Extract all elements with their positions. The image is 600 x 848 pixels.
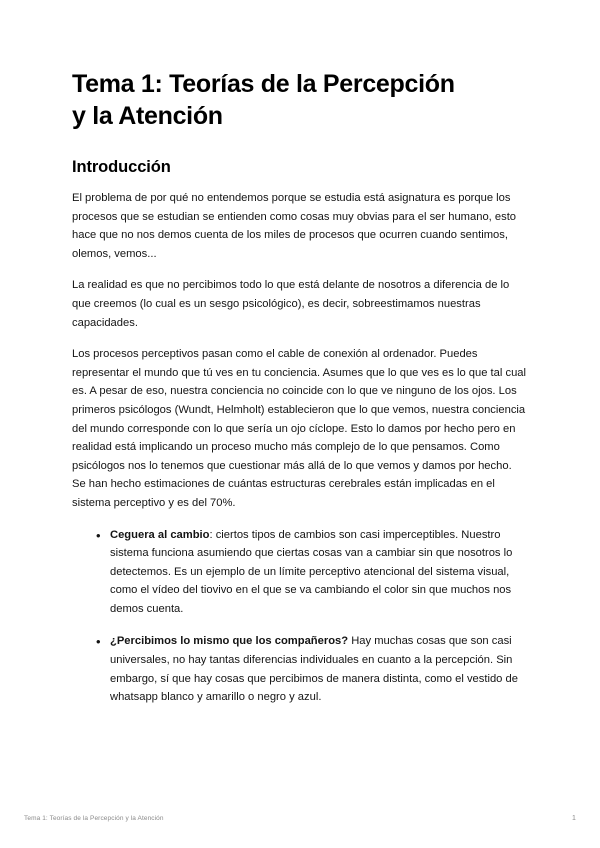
- list-item: [96, 632, 528, 706]
- list-item-lead: Ceguera al cambio: [110, 528, 210, 541]
- section-heading-introduccion: Introducción: [72, 158, 171, 176]
- paragraph-1: El problema de por qué no entendemos porque se estudia está asignatura es porque los procesos que se estudian se entienden como cosas muy obvias para el ser humano, esto hace que no nos demos cuenta de los miles de procesos que ocurren cuando sentimos, olemos, vemos...: [72, 192, 517, 260]
- list-item-text: : ciertos tipos de cambios son casi imperceptibles. Nuestro sistema funciona asumiendo que ciertas cosas van a cambiar sin que nosotros lo detectemos. Es un ejemplo de un límite perceptivo atencional del sistema visual, como el vídeo del tiovivo en el que se va cambiando el color sin que muchos nos demos cuenta.: [110, 528, 513, 615]
- footer-title: Tema 1: Teorías de la Percepción y la Atención: [24, 815, 164, 822]
- bullet-list: [72, 526, 528, 707]
- list-item-lead: ¿Percibimos lo mismo que los compañeros?: [110, 635, 349, 648]
- paragraph-3: Los procesos perceptivos pasan como el cable de conexión al ordenador. Puedes representar el mundo que tú ves en tu conciencia. Asumes que lo que ves es lo que tal cual es. A pesar de eso, nuestra conciencia no coincide con lo que ve ninguno de los ojos. Los primeros psicólogos (Wundt, Helmholt) establecieron que lo que vemos, nuestra conciencia del mundo corresponde con lo que sería un ojo cíclope. Esto lo damos por hecho pero en realidad está implicando un proceso mucho más complejo de lo que pensamos. Como psicólogos nos lo tenemos que cuestionar más allá de lo que vemos y damos por hecho. Se han hecho estimaciones de cuántas estructuras cerebrales están implicadas en el sistema perceptivo y es del 70%.: [72, 348, 526, 509]
- paragraph-2: La realidad es que no percibimos todo lo que está delante de nosotros a diferencia de lo que creemos (lo cual es un sesgo psicológico), es decir, sobreestimamos nuestras capacidades.: [72, 279, 510, 329]
- footer-page-number: 1: [572, 815, 576, 822]
- page-footer: [24, 815, 576, 822]
- list-item: [96, 526, 528, 619]
- page-title: Tema 1: Teorías de la Percepción y la Atención: [72, 70, 455, 130]
- list-item-text: Hay muchas cosas que son casi universales, no hay tantas diferencias individuales en cuanto a la percepción. Sin embargo, sí que hay cosas que percibimos de manera distinta, como el vestido de whatsapp blanco y amarillo o negro y azul.: [110, 635, 518, 704]
